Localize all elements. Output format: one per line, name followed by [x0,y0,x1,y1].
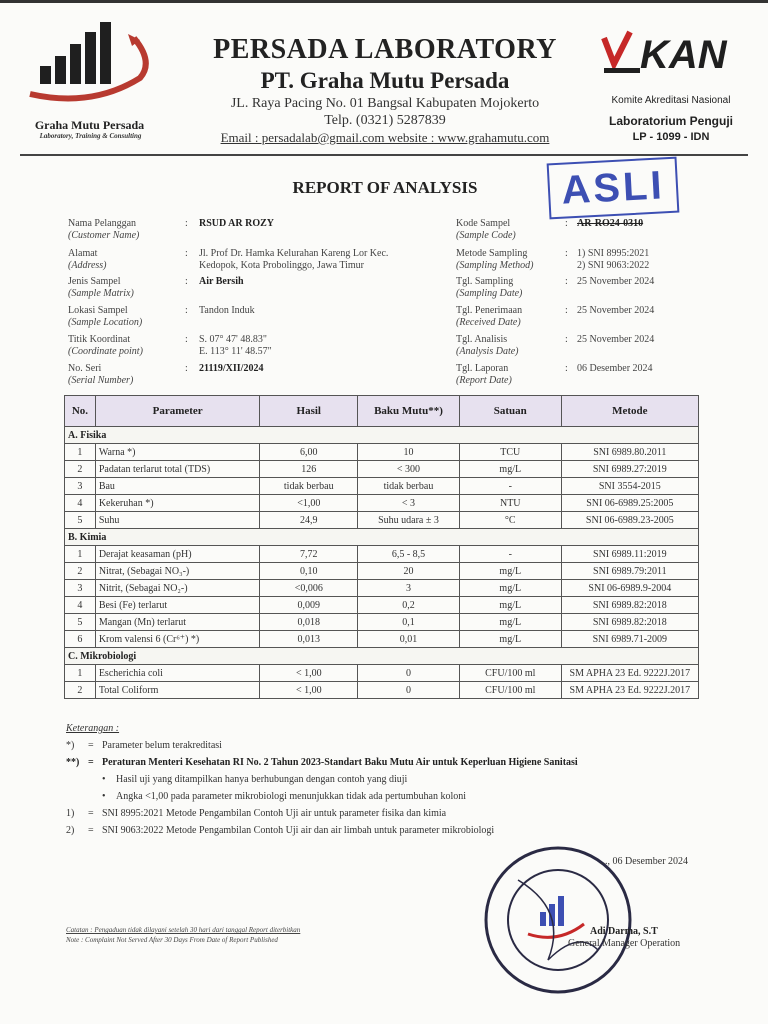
cell-parameter: Mangan (Mn) terlarut [95,614,260,631]
cell-standard: 3 [358,580,460,597]
cell-parameter: Derajat keasaman (pH) [95,546,260,563]
results-table-body [65,427,699,699]
col-parameter-header: Parameter [95,396,260,427]
table-row [65,631,699,648]
sample-info: Nama Pelanggan (Customer Name) : RSUD AR ROZY Alamat (Address) : Jl. Prof Dr. Hamka Kelurahan Kareng Lor Kec. Kedopok, Kota Probolinggo, Jawa Timur Jenis Sampel (Sample Matrix) : Air Bersih Lokasi Sampel (Sample Location) : Tandon Induk Titik Koordinat (Coordinate point) : S. 07° 47' 48.83" E. 113° 11' 48.57" No. Seri (Serial Number) : 21119/XII/2024 Kode Sampel (Sample Code) : AR-RO24-0310 Metode Sampling (Sampling Method) : 1) SNI 8995:2021 2) SNI 9063:2022 Tgl. Sampling (Sampling Date) : 25 November 2024 Tgl. Penerimaan (Received Date) : 25 November 2024 Tgl. Analisis (Analysis Date) : 25 November 2024 Tgl. Laporan (Report Date) : 06 Desember 2024 [68,218,655,386]
cell-no: 3 [65,478,96,495]
section-title: C. Mikrobiologi [65,648,699,665]
report-date-value: 06 Desember 2024 [577,363,653,374]
sample-location-label: Lokasi Sampel (Sample Location) [68,305,143,328]
cell-result: 7,72 [260,546,358,563]
cell-no: 4 [65,597,96,614]
col-unit-header: Satuan [459,396,561,427]
table-row [65,478,699,495]
cell-method: SNI 06-6989.25:2005 [561,495,698,512]
cell-result: 0,009 [260,597,358,614]
lab-title: PERSADA LABORATORY [213,34,557,65]
notes-heading: Keterangan : [66,723,120,734]
report-date-label: Tgl. Laporan (Report Date) [456,363,512,386]
table-row [65,665,699,682]
cell-unit: NTU [459,495,561,512]
sample-location-value: Tandon Induk [199,305,255,316]
section-row [65,427,699,444]
cell-method: SNI 06-6989.23-2005 [561,512,698,529]
cell-standard: 0,01 [358,631,460,648]
cell-standard: 0,2 [358,597,460,614]
analysis-date-value: 25 November 2024 [577,334,655,345]
cell-result: 0,10 [260,563,358,580]
sample-code-label: Kode Sampel (Sample Code) [456,218,516,241]
cell-standard: 0,1 [358,614,460,631]
cell-standard: 10 [358,444,460,461]
table-row [65,461,699,478]
logo-name: Graha Mutu Persada [34,118,145,132]
cell-parameter: Nitrat, (Sebagai NO₃-) [95,563,260,580]
cell-unit: mg/L [459,563,561,580]
cell-no: 1 [65,444,96,461]
cell-parameter: Escherichia coli [95,665,260,682]
cell-no: 4 [65,495,96,512]
cell-parameter: Besi (Fe) terlarut [95,597,260,614]
cell-parameter: Bau [95,478,260,495]
address-value: Jl. Prof Dr. Hamka Kelurahan Kareng Lor Kec. Kedopok, Kota Probolinggo, Jawa Timur [199,248,389,271]
cell-result: <0,006 [260,580,358,597]
sampling-date-label: Tgl. Sampling (Sampling Date) [456,276,523,299]
table-row [65,444,699,461]
cell-result: 0,013 [260,631,358,648]
cell-no: 3 [65,580,96,597]
cell-method: SM APHA 23 Ed. 9222J.2017 [561,682,698,699]
note-bullet-1: Hasil uji yang ditampilkan hanya berhubungan dengan contoh yang diuji [116,774,408,785]
svg-text:KAN: KAN [640,33,727,76]
coordinate-value: S. 07° 47' 48.83" E. 113° 11' 48.57" [199,334,272,357]
cell-unit: mg/L [459,631,561,648]
received-date-label: Tgl. Penerimaan (Received Date) [456,305,523,328]
cell-unit: mg/L [459,461,561,478]
cell-unit: mg/L [459,597,561,614]
cell-method: SNI 3554-2015 [561,478,698,495]
company-address: JL. Raya Pacing No. 01 Bangsal Kabupaten Mojokerto [230,96,540,111]
table-row [65,546,699,563]
col-method-header: Metode [561,396,698,427]
table-header-row [65,396,699,427]
note-method-1: SNI 8995:2021 Metode Pengambilan Contoh Uji air untuk parameter fisika dan kimia [102,808,447,819]
section-title: B. Kimia [65,529,699,546]
cell-method: SNI 6989.82:2018 [561,597,698,614]
customer-name-value: RSUD AR ROZY [199,218,275,229]
company-phone: Telp. (0321) 5287839 [324,113,446,128]
footer-note-en: Note : Complaint Not Served After 30 Days From Date of Report Published [66,936,278,944]
cell-unit: °C [459,512,561,529]
cell-no: 5 [65,512,96,529]
table-row [65,614,699,631]
section-row [65,529,699,546]
cell-no: 6 [65,631,96,648]
coordinate-label: Titik Koordinat (Coordinate point) [68,334,143,357]
cell-standard: 0 [358,665,460,682]
customer-name-label: Nama Pelanggan (Customer Name) [68,218,140,241]
sampling-date-value: 25 November 2024 [577,276,655,287]
table-row [65,597,699,614]
cell-method: SNI 6989.27:2019 [561,461,698,478]
cell-standard: < 300 [358,461,460,478]
signature-date: ..., 06 Desember 2024 [600,856,689,867]
note-bullet-2: Angka <1,00 pada parameter mikrobiologi menunjukkan tidak ada pertumbuhan koloni [116,791,466,802]
table-row [65,512,699,529]
col-no-header: No. [65,396,96,427]
cell-result: < 1,00 [260,682,358,699]
notes: Keterangan : *) = Parameter belum terakreditasi **) = Peraturan Menteri Kesehatan RI No. 2 Tahun 2023-Standart Baku Mutu Air untuk Keperluan Higiene Sanitasi • Hasil uji yang ditampilkan hanya berhubungan dengan contoh yang diuji • Angka <1,00 pada parameter mikrobiologi menunjukkan tidak ada pertumbuhan koloni 1) = SNI 8995:2021 Metode Pengambilan Contoh Uji air untuk parameter fisika dan kimia 2) = SNI 9063:2022 Metode Pengambilan Contoh Uji air dan air limbah untuk parameter mikrobiologi [66,720,706,839]
cell-unit: - [459,546,561,563]
table-row [65,563,699,580]
cell-parameter: Padatan terlarut total (TDS) [95,461,260,478]
table-row [65,495,699,512]
cell-standard: 0 [358,682,460,699]
cell-no: 5 [65,614,96,631]
cell-unit: mg/L [459,580,561,597]
cell-result: < 1,00 [260,665,358,682]
cell-standard: Suhu udara ± 3 [358,512,460,529]
cell-no: 1 [65,546,96,563]
cell-no: 1 [65,665,96,682]
sample-matrix-label: Jenis Sampel (Sample Matrix) [68,276,134,299]
table-row [65,682,699,699]
report-title: REPORT OF ANALYSIS [292,178,478,197]
cell-result: tidak berbau [260,478,358,495]
cell-parameter: Warna *) [95,444,260,461]
kan-lab-type: Laboratorium Penguji [608,114,733,128]
table-row [65,580,699,597]
cell-no: 2 [65,563,96,580]
cell-parameter: Total Coliform [95,682,260,699]
note-method-2: SNI 9063:2022 Metode Pengambilan Contoh Uji air dan air limbah untuk parameter mikrobiologi [102,825,495,836]
serial-number-label: No. Seri (Serial Number) [68,363,134,386]
analysis-date-label: Tgl. Analisis (Analysis Date) [456,334,519,357]
sampling-method-label: Metode Sampling (Sampling Method) [456,248,534,271]
cell-unit: - [459,478,561,495]
address-label: Alamat (Address) [68,248,107,271]
cell-standard: tidak berbau [358,478,460,495]
cell-parameter: Nitrit, (Sebagai NO₂-) [95,580,260,597]
cell-standard: 20 [358,563,460,580]
cell-method: SNI 6989.71-2009 [561,631,698,648]
sampling-method-value: 1) SNI 8995:2021 2) SNI 9063:2022 [577,248,650,271]
results-table [64,395,699,699]
section-row [65,648,699,665]
cell-result: 6,00 [260,444,358,461]
cell-parameter: Kekeruhan *) [95,495,260,512]
note-regulation: Peraturan Menteri Kesehatan RI No. 2 Tahun 2023-Standart Baku Mutu Air untuk Keperluan Higiene Sanitasi [102,757,578,768]
cell-method: SNI 6989.79:2011 [561,563,698,580]
cell-unit: mg/L [459,614,561,631]
cell-unit: CFU/100 ml [459,665,561,682]
cell-no: 2 [65,682,96,699]
cell-method: SNI 6989.11:2019 [561,546,698,563]
sample-code-value: AR-RO24-0310 [577,218,644,229]
cell-parameter: Suhu [95,512,260,529]
company-contact-link[interactable]: Email : persadalab@gmail.com website : www.grahamutu.com [220,130,550,145]
signatory-title: General Manager Operation [568,938,681,949]
kan-certifier: Komite Akreditasi Nasional [611,95,731,106]
col-result-header: Hasil [260,396,358,427]
footer-note-id: Catatan : Pengaduan tidak dilayani setelah 30 hari dari tanggal Report diterbitkan [66,926,301,934]
cell-parameter: Krom valensi 6 (Cr⁶⁺) *) [95,631,260,648]
kan-accreditation-number: LP - 1099 - IDN [632,131,710,143]
cell-unit: CFU/100 ml [459,682,561,699]
cell-result: 126 [260,461,358,478]
cell-standard: 6,5 - 8,5 [358,546,460,563]
cell-method: SNI 6989.80.2011 [561,444,698,461]
cell-result: 24,9 [260,512,358,529]
section-title: A. Fisika [65,427,699,444]
company-name: PT. Graha Mutu Persada [260,68,510,93]
asli-stamp: ASLI [547,157,680,220]
cell-method: SM APHA 23 Ed. 9222J.2017 [561,665,698,682]
col-standard-header: Baku Mutu**) [358,396,460,427]
logo-tagline: Laboratory, Training & Consulting [39,132,142,140]
cell-no: 2 [65,461,96,478]
serial-number-value: 21119/XII/2024 [199,363,264,374]
cell-standard: < 3 [358,495,460,512]
sample-matrix-value: Air Bersih [199,276,244,287]
cell-result: <1,00 [260,495,358,512]
note-unaccredited: Parameter belum terakreditasi [102,740,222,751]
cell-result: 0,018 [260,614,358,631]
received-date-value: 25 November 2024 [577,305,655,316]
cell-method: SNI 6989.82:2018 [561,614,698,631]
cell-method: SNI 06-6989.9-2004 [561,580,698,597]
signatory-name: Adi Darma, S.T [590,926,658,937]
cell-unit: TCU [459,444,561,461]
